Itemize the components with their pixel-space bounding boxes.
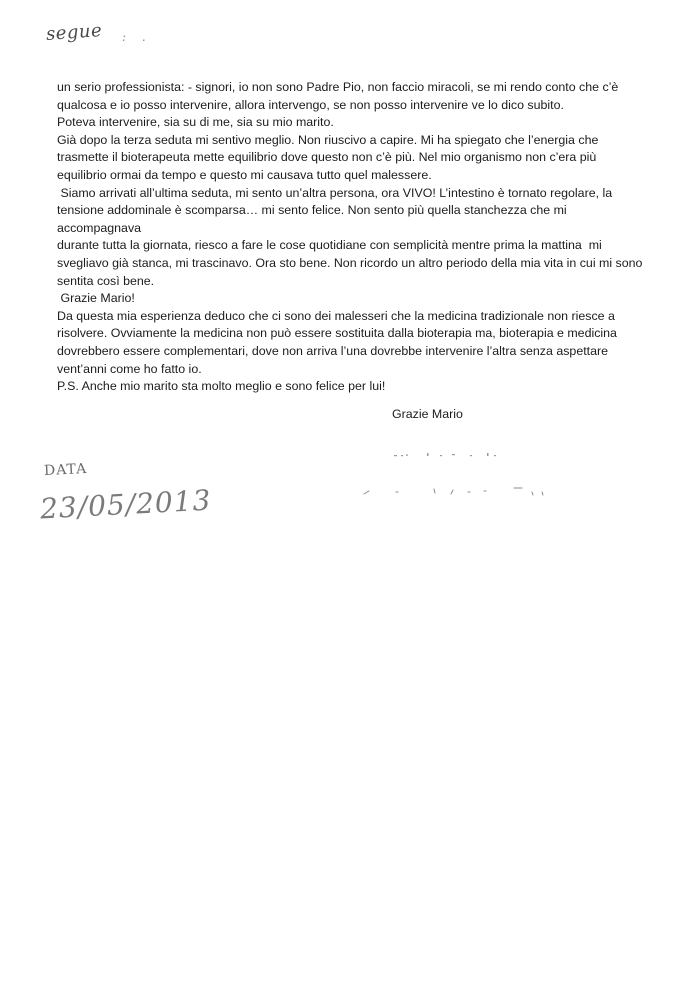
paragraph-1: un serio professionista: - signori, io non sono Padre Pio, non faccio miracoli, se mi rendo conto che c’è qualcosa e io posso intervenire, allora intervengo, se non posso intervenire ve lo dico subito. [57,80,619,112]
paragraph-3: Già dopo la terza seduta mi sentivo meglio. Non riuscivo a capire. Mi ha spiegato che l’energia che trasmette il bioterapeuta mette equilibrio dove questo non c’è più. Nel mio organismo non c’era più equilibrio ormai da tempo e questo mi causava tutto quel malessere. [57,132,599,182]
paragraph-2: Poteva intervenire, sia su di me, sia su mio marito. [57,115,334,130]
date-label: DATA [43,460,88,480]
paragraph-5: Grazie Mario! [57,291,135,306]
closing-line: Grazie Mario [392,407,463,421]
handwritten-date: 23/05/2013 [39,483,213,526]
faint-signature-line [392,450,502,460]
paragraph-4: Siamo arrivati all’ultima seduta, mi sento un’altra persona, ora VIVO! L’intestino è tornato regolare, la tensione addominale è scomparsa… mi sento felice. Non sento più quella stanchezza che mi accompagnava durante tutta la giornata, riesco a fare le cose quotidiane con semplicità mentre prima la mattina mi svegliavo già stanca, mi trascinavo. Ora sto bene. Non ricordo un altro periodo della mia vita in cui mi sono sentita così bene. [57,185,643,288]
paragraph-6: Da questa mia esperienza deduco che ci sono dei malesseri che la medicina tradizionale non riesce a risolvere. Ovviamente la medicina non può essere sostituita dalla bioterapia ma, bioterapia e medicina dovrebbero essere complementari, dove non arriva l’una dovrebbe intervenire l’altra senza aspettare vent’anni come ho fatto io. [57,308,617,376]
letter-body [57,79,657,396]
handwritten-continued-note: segue [45,20,103,45]
handwritten-marks: : . [122,30,152,44]
paragraph-7: P.S. Anche mio marito sta molto meglio e sono felice per lui! [57,379,386,394]
faint-signature [356,480,556,500]
